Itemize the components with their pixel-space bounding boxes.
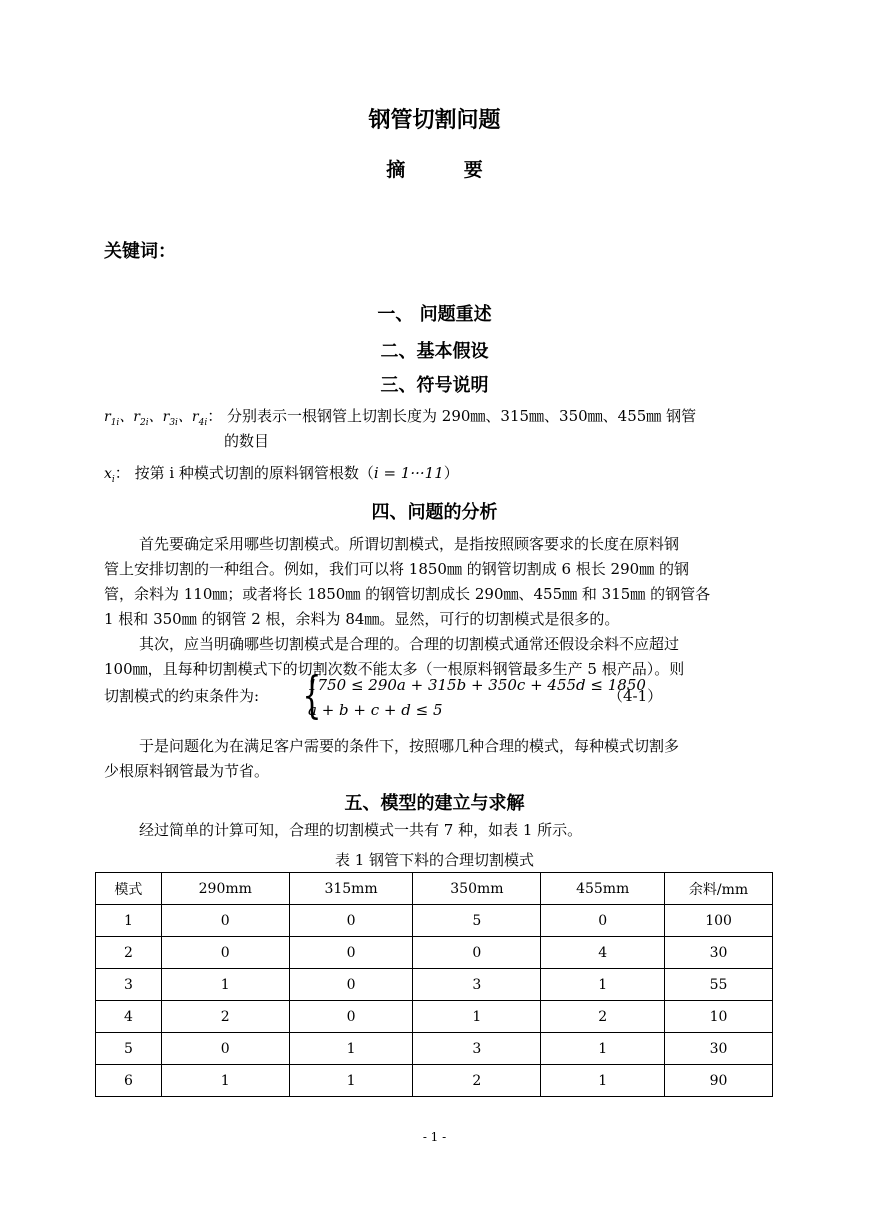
keywords-label: 关键词： [104, 241, 176, 262]
table-cell: 0 [161, 1033, 289, 1065]
page-number: - 1 - [422, 1130, 447, 1144]
analysis-p2-line2: 100㎜，且每种切割模式下的切割次数不能太多（一根原料钢管最多生产 5 根产品）。则 [104, 660, 685, 678]
section-heading-3: 三、符号说明 [380, 375, 489, 396]
table-cell: 5 [96, 1033, 162, 1065]
equation-number: （4-1） [608, 687, 663, 705]
analysis-p1-line2: 管上安排切割的一种组合。例如，我们可以将 1850㎜ 的钢管切割成 6 根长 290㎜ 的钢 [104, 560, 689, 578]
symbol-r-list: $r_{1i}$、$r_{2i}$、$r_{3i}$、$r_{4i}$ [104, 409, 208, 428]
symbol-x-close: ） [443, 464, 459, 482]
table-cell: 90 [665, 1065, 773, 1097]
table-cell: 0 [289, 905, 413, 937]
model-intro: 经过简单的计算可知，合理的切割模式一共有 7 种，如表 1 所示。 [139, 821, 583, 839]
table-cell: 1 [289, 1033, 413, 1065]
table-header-cell: 455mm [541, 873, 665, 905]
table-row [96, 969, 773, 1001]
analysis-p1-line1: 首先要确定采用哪些切割模式。所谓切割模式，是指按照顾客要求的长度在原料钢 [139, 535, 680, 553]
table-cell: 1 [161, 969, 289, 1001]
equation-brace: { [302, 666, 322, 724]
table-cell: 3 [413, 969, 541, 1001]
analysis-p2-line3: 切割模式的约束条件为: [104, 687, 260, 705]
symbol-x-description: ： 按第 i 种模式切割的原料钢管根数（ [114, 464, 374, 482]
table-cell: 2 [161, 1001, 289, 1033]
symbol-r-definition [104, 404, 696, 436]
table-header-cell: 模式 [96, 873, 162, 905]
analysis-p1-line4: 1 根和 350㎜ 的钢管 2 根，余料为 84㎜。显然，可行的切割模式是很多的。 [104, 610, 620, 628]
table-cell: 10 [665, 1001, 773, 1033]
table-cell: 1 [289, 1065, 413, 1097]
table-cell: 5 [413, 905, 541, 937]
document-title: 钢管切割问题 [368, 108, 501, 133]
abstract-heading: 摘 要 [386, 159, 509, 181]
table-header-cell: 余料/mm [665, 873, 773, 905]
symbol-x-range: i = 1···11 [373, 464, 444, 482]
table-cell: 0 [289, 1001, 413, 1033]
table-row [96, 1033, 773, 1065]
table-caption: 表 1 钢管下料的合理切割模式 [334, 851, 535, 869]
analysis-p2-line1: 其次，应当明确哪些切割模式是合理的。合理的切割模式通常还假设余料不应超过 [139, 635, 680, 653]
table-cell: 2 [541, 1001, 665, 1033]
analysis-p3-line2: 少根原料钢管最为节省。 [104, 762, 270, 780]
symbol-x-definition [104, 461, 459, 493]
analysis-p3-line1: 于是问题化为在满足客户需要的条件下，按照哪几种合理的模式，每种模式切割多 [139, 737, 680, 755]
table-cell: 4 [541, 937, 665, 969]
table-header-cell: 290mm [161, 873, 289, 905]
equation-line-1: 1750 ≤ 290a + 315b + 350c + 455d ≤ 1850 [308, 676, 646, 694]
table-row [96, 905, 773, 937]
symbol-r-description: ： 分别表示一根钢管上切割长度为 290㎜、315㎜、350㎜、455㎜ 钢管 [207, 407, 697, 425]
table-cell: 55 [665, 969, 773, 1001]
table-cell: 1 [413, 1001, 541, 1033]
section-heading-5: 五、模型的建立与求解 [344, 793, 525, 814]
table-cell: 0 [413, 937, 541, 969]
table-cell: 2 [96, 937, 162, 969]
analysis-p1-line3: 管，余料为 110㎜；或者将长 1850㎜ 的钢管切割成长 290㎜、455㎜ 和 315㎜ 的钢管各 [104, 585, 711, 603]
section-heading-2: 二、基本假设 [380, 341, 489, 362]
table-cell: 1 [541, 1033, 665, 1065]
section-heading-4: 四、问题的分析 [371, 502, 498, 523]
table-header-cell: 315mm [289, 873, 413, 905]
table-cell: 3 [96, 969, 162, 1001]
table-cell: 4 [96, 1001, 162, 1033]
table-cell: 1 [541, 969, 665, 1001]
table-header-row [96, 873, 773, 905]
table-cell: 100 [665, 905, 773, 937]
table-cell: 0 [289, 969, 413, 1001]
table-cell: 1 [541, 1065, 665, 1097]
table-cell: 30 [665, 937, 773, 969]
table-cell: 2 [413, 1065, 541, 1097]
symbol-x: $x_i$ [104, 466, 115, 485]
table-row [96, 1001, 773, 1033]
table-row [96, 1065, 773, 1097]
cutting-modes-table [95, 872, 773, 1097]
equation-line-2: a + b + c + d ≤ 5 [308, 701, 443, 719]
table-cell: 0 [289, 937, 413, 969]
table-cell: 6 [96, 1065, 162, 1097]
table-cell: 1 [161, 1065, 289, 1097]
table-cell: 30 [665, 1033, 773, 1065]
table-cell: 3 [413, 1033, 541, 1065]
table-cell: 0 [161, 937, 289, 969]
symbol-r-description-cont: 的数目 [224, 432, 270, 450]
section-heading-1: 一、 问题重述 [377, 304, 492, 325]
table-header-cell: 350mm [413, 873, 541, 905]
table-cell: 0 [161, 905, 289, 937]
table-row [96, 937, 773, 969]
table-cell: 0 [541, 905, 665, 937]
table-cell: 1 [96, 905, 162, 937]
